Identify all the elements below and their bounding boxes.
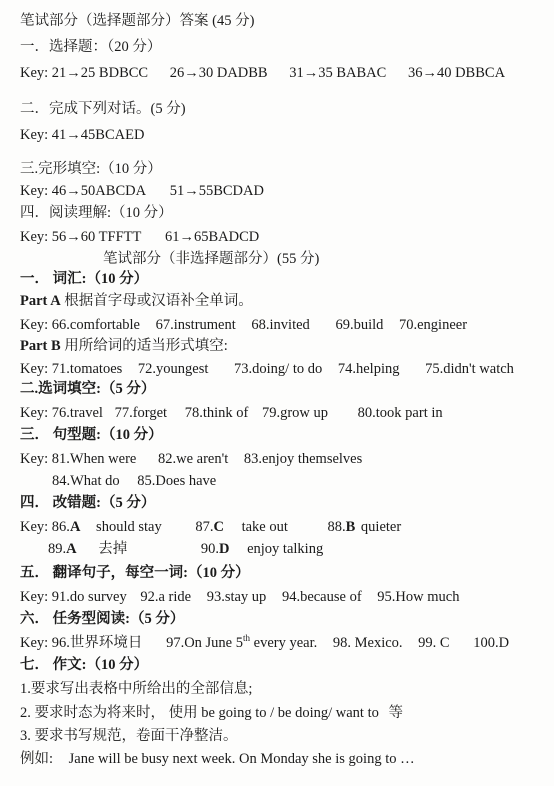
v3-key1-2: 82.we aren't — [157, 451, 229, 467]
v6-title: 六． 任务型阅读:（5 分） — [20, 611, 185, 627]
s3-title: 三.完形填空:（10 分） — [20, 161, 162, 177]
v7-example-text: Jane will be busy next week. On Monday she is going to … — [68, 751, 415, 767]
v7-example — [20, 750, 415, 768]
v6-key-a: Key: 96.世界环境日 — [20, 635, 143, 651]
v7-example-label: 例如: — [20, 751, 54, 767]
v3-key2 — [52, 472, 216, 490]
v3-key2-2: 85.Does have — [137, 473, 217, 489]
page-header: 笔试部分（选择题部分）答案 (45 分) — [20, 13, 255, 29]
v4-row2-a-text: 去掉 — [98, 541, 128, 557]
v3-key2-1: 84.What do — [52, 473, 120, 489]
v5-key — [20, 588, 459, 606]
v5-key-4: 94.because of — [281, 589, 362, 605]
v2-title: 二.选词填空:（5 分） — [20, 381, 156, 397]
v4-row1-c-num: 88. — [327, 519, 346, 535]
v7-req2-pre: 2. 要求时态为将来时， 使用 — [20, 705, 198, 721]
v5-title: 五． 翻译句子，每空一词:（10 分） — [20, 565, 250, 581]
s1-key-3: 31→35 BABAC — [289, 65, 387, 81]
v4-row1-a-letter: A — [69, 519, 81, 535]
s4-key-2: 61→65BADCD — [165, 229, 260, 245]
v4-row1-b-num: 87. — [195, 519, 214, 535]
v5-key-2: 92.a ride — [140, 589, 192, 605]
v1-partB — [20, 337, 228, 355]
s1-key-2: 26→30 DADBB — [169, 65, 268, 81]
v4-row2 — [48, 540, 323, 558]
v5-key-1: Key: 91.do survey — [20, 589, 127, 605]
s1-key-1: Key: 21→25 BDBCC — [20, 65, 149, 81]
v4-row2-b-text: enjoy talking — [247, 541, 324, 557]
v6-key-c: 98. Mexico. — [332, 635, 403, 651]
s4-key-1: Key: 56→60 TFFTT — [20, 229, 142, 245]
s1-key — [20, 64, 505, 82]
v3-key1-3: 83.enjoy themselves — [243, 451, 363, 467]
v6-key-b-post: every year. — [250, 635, 318, 651]
v2-key-1: Key: 76.travel — [20, 405, 103, 421]
v7-req2-en: be going to / be doing/ want to — [201, 705, 379, 721]
v1-partB-key-1: Key: 71.tomatoes — [20, 361, 123, 377]
v1-partB-text: 用所给词的适当形式填空: — [64, 338, 228, 354]
v7-title: 七． 作文:（10 分） — [20, 657, 149, 673]
v3-key1 — [20, 450, 362, 468]
v2-key-3: 78.think of — [184, 405, 249, 421]
v4-row2-a-num: 89. — [48, 541, 67, 557]
v4-row2-b-letter: D — [218, 541, 230, 557]
v1-partA-key-3: 68.invited — [251, 317, 310, 333]
v1-partA-text: 根据首字母或汉语补全单词。 — [64, 293, 253, 309]
v6-key — [20, 634, 509, 652]
v4-row1 — [20, 518, 401, 536]
v2-key-2: 77.forget — [114, 405, 168, 421]
v4-row1-b-letter: C — [213, 519, 224, 535]
v1-partB-key-3: 73.doing/ to do — [234, 361, 323, 377]
v7-req3: 3. 要求书写规范，卷面干净整洁。 — [20, 728, 238, 744]
s2-title: 二．完成下列对话。(5 分) — [20, 101, 186, 117]
v5-key-5: 95.How much — [377, 589, 460, 605]
v1-partA-label: Part A — [20, 293, 61, 309]
v6-key-b-pre: 97.On June 5 — [166, 635, 243, 651]
v4-row1-prefix: Key: 86. — [20, 519, 70, 535]
v5-key-3: 93.stay up — [206, 589, 267, 605]
v1-partA — [20, 292, 253, 310]
s1-title: 一．选择题：（20 分） — [20, 39, 162, 55]
v4-row2-a-letter: A — [66, 541, 77, 557]
v6-key-e: 100.D — [473, 635, 510, 651]
v1-partB-key-4: 74.helping — [337, 361, 400, 377]
v4-row1-a-text: should stay — [96, 519, 162, 535]
s1-key-4: 36→40 DBBCA — [407, 65, 506, 81]
s2-key: Key: 41→45BCAED — [20, 127, 145, 143]
v1-partB-key-2: 72.youngest — [137, 361, 209, 377]
v1-partA-key — [20, 316, 467, 334]
v6-key-b-sup: th — [243, 633, 251, 644]
v1-partB-key — [20, 360, 514, 378]
v4-row1-b-text: take out — [241, 519, 288, 535]
v2-key — [20, 404, 443, 422]
s4-title: 四．阅读理解:（10 分） — [20, 205, 173, 221]
s3-key — [20, 182, 264, 200]
v4-row1-c-text: quieter — [360, 519, 402, 535]
v1-partA-key-2: 67.instrument — [155, 317, 236, 333]
v7-req1: 1.要求写出表格中所给出的全部信息; — [20, 681, 253, 697]
v4-title: 四． 改错题:（5 分） — [20, 495, 156, 511]
v7-req2-post: 等 — [388, 705, 403, 721]
v1-partA-key-5: 70.engineer — [399, 317, 468, 333]
s3-key-1: Key: 46→50ABCDA — [20, 183, 147, 199]
v1-title: 一． 词汇:（10 分） — [20, 271, 149, 287]
v1-partA-key-4: 69.build — [335, 317, 384, 333]
s4-key — [20, 228, 259, 246]
s3-key-2: 51→55BCDAD — [169, 183, 264, 199]
v1-partB-key-5: 75.didn't watch — [425, 361, 514, 377]
v1-partB-label: Part B — [20, 338, 61, 354]
nonchoice-header: 笔试部分（非选择题部分）(55 分) — [103, 251, 320, 267]
v2-key-4: 79.grow up — [261, 405, 329, 421]
v2-key-5: 80.took part in — [357, 405, 443, 421]
v3-key1-1: Key: 81.When were — [20, 451, 137, 467]
v6-key-b — [166, 634, 317, 652]
v7-req2 — [20, 704, 403, 722]
v4-row2-b-num: 90. — [200, 541, 219, 557]
v4-row1-c-letter: B — [345, 519, 356, 535]
v6-key-d: 99. C — [418, 635, 450, 651]
v3-title: 三． 句型题:（10 分） — [20, 427, 163, 443]
v1-partA-key-1: Key: 66.comfortable — [20, 317, 140, 333]
